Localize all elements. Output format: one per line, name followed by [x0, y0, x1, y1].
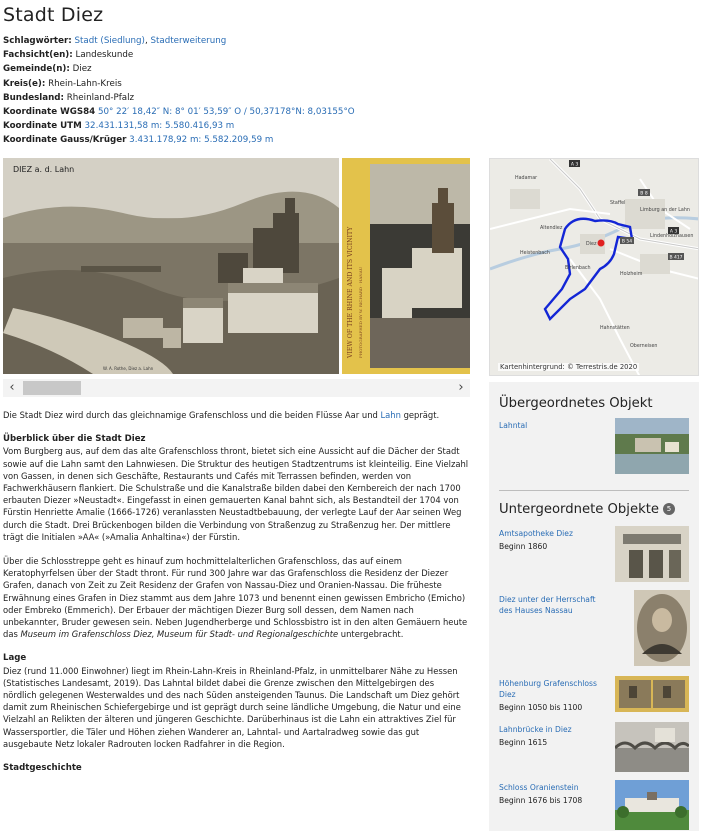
- image-gallery: [3, 158, 470, 374]
- map-place-label: Birlenbach: [565, 266, 591, 271]
- map-place-label: Diez: [586, 242, 597, 247]
- parent-object-link[interactable]: Lahntal: [499, 421, 528, 430]
- child-object-thumbnail[interactable]: [634, 590, 690, 666]
- stereoview-subtitle: PHOTOGRAPHED BY W. RICHARD · HANAU: [358, 266, 363, 358]
- meta-label: Koordinate Gauss/Krüger: [3, 135, 127, 146]
- section-heading-location: Lage: [3, 653, 27, 664]
- grafenschloss-stereo-photo: [615, 676, 689, 712]
- lahntal-photo: [615, 418, 689, 474]
- related-objects-sidebar: [489, 382, 699, 831]
- map-credit: Kartenhintergrund: © Terrestris.de 2020: [500, 363, 638, 371]
- coordinate-gauss-krueger-link[interactable]: 3.431.178,92 m: 5.582.209,59 m: [129, 135, 274, 146]
- postcard-illustration: [3, 158, 339, 374]
- map-place-label: Hadamar: [515, 176, 538, 181]
- child-object-date: Beginn 1860: [499, 542, 548, 551]
- keyword-link-stadt[interactable]: Stadt (Siedlung): [74, 36, 145, 46]
- coordinate-wgs84-link[interactable]: 50° 22′ 18,42″ N: 8° 01′ 53,59″ O / 50,37178°N: 8,03155°O: [97, 106, 355, 117]
- child-object-link[interactable]: Amtsapotheke Diez: [499, 529, 573, 538]
- meta-row-gauss-krueger: [3, 133, 473, 147]
- child-object-link[interactable]: Schloss Oranienstein: [499, 783, 579, 792]
- meta-row-fachsicht: [3, 48, 473, 62]
- intro-paragraph: Die Stadt Diez wird durch das gleichnamige Grafenschloss und die beiden Flüsse Aar und Lahn geprägt.: [3, 410, 440, 420]
- meta-row-keywords: Schlagwörter: Stadt (Siedlung), Stadterweiterung: [3, 36, 227, 46]
- meta-row-kreis: [3, 77, 473, 91]
- coordinate-utm-link[interactable]: 32.431.131,58 m: 5.580.416,93 m: [84, 121, 235, 132]
- child-object-date: Beginn 1676 bis 1708: [499, 796, 583, 805]
- scroll-right-arrow-icon[interactable]: ›: [458, 380, 464, 395]
- child-object-thumbnail[interactable]: [615, 780, 689, 830]
- meta-label: Koordinate UTM: [3, 121, 82, 132]
- map-road-label: B 417: [669, 255, 683, 261]
- overview-paragraph: Vom Burgberg aus, auf dem das alte Grafenschloss thront, bietet sich eine Aussicht auf die Dächer der Stadt sowie auf die Lahn samt den Lahnwiesen. Die Struktur des heutigen Stadtzentrums ist kleinteilig. Eine Vielzahl von Gassen, in denen sich Geschäfte, Restaurants und Cafés mit Terrassen befinden, werden von Fachwerkhäusern flankiert. Die Schulstraße und die Kanalstraße bilden dabei den Kernbereich der nach 1700 erbauten Diezer »Neustadt«. Eingefasst in einen gemauerten Kanal bahnt sich, als Bestandteil der 1704 von Fürstin Henriette Amalie (1666-1726) veranlassten Neustadtbebauung, der verlegte Lauf der Aar seinen Weg durch die Stadt. Drei Brückenbogen bilden die Verbindung von Straßenzug zu Straßenzug her. Der mittlere trägt die Initialen »AA« (»Amalia Anhaltina«) der Fürstin.: [3, 446, 469, 542]
- meta-label: Fachsicht(en):: [3, 50, 73, 61]
- child-objects-heading: Untergeordnete Objekte 5: [499, 502, 675, 517]
- gallery-photo-diez-postcard[interactable]: [3, 158, 339, 374]
- child-object-thumbnail[interactable]: [615, 676, 689, 712]
- keyword-link-stadterweiterung[interactable]: Stadterweiterung: [150, 36, 227, 46]
- section-heading-overview: Überblick über die Stadt Diez: [3, 434, 146, 445]
- child-object-thumbnail[interactable]: [615, 526, 689, 582]
- map-place-label: Hahnstätten: [600, 326, 630, 331]
- meta-label: Schlagwörter:: [3, 36, 72, 46]
- meta-value: Rhein-Lahn-Kreis: [48, 78, 122, 89]
- schloss-oranienstein-photo: [615, 780, 689, 830]
- meta-value: Diez: [72, 64, 92, 75]
- map-place-label: Heistenbach: [520, 251, 550, 256]
- section-heading-history: Stadtgeschichte: [3, 763, 82, 774]
- parent-object-heading: Übergeordnetes Objekt: [499, 396, 653, 411]
- parent-object-thumbnail[interactable]: [615, 418, 689, 474]
- child-object-date: Beginn 1050 bis 1100: [499, 703, 583, 712]
- meta-value: Landeskunde: [75, 50, 134, 61]
- child-object-link[interactable]: Lahnbrücke in Diez: [499, 725, 572, 734]
- meta-row-utm: [3, 119, 473, 133]
- meta-row-bundesland: [3, 91, 473, 105]
- scroll-thumb[interactable]: [23, 381, 81, 395]
- castle-paragraph: Über die Schlosstreppe geht es hinauf zum hochmittelalterlichen Grafenschloss, das auf einem Keratophyrfelsen über der Stadt thront. Für rund 300 Jahre war das Grafenschloss die Residenz der Diezer Grafen, danach von Zeit zu Zeit Residenz der Grafen von Nassau-Diez und Oranien-Nassau. Die früheste Erwähnung eines Grafen in Diez stammt aus dem Jahre 1073 und benennt einen gewissen Embricho (Emicho) oder Embreko (Emmerich). Der Erbauer der mächtigen Diezer Burg soll dessen, dem Namen nach unbekannter, Bruder gewesen sein. Neben Jugendherberge und Schlossbistro ist in den alten Gemäuern heute das Museum im Grafenschloss Diez, Museum für Stadt- und Regionalgeschichte untergebracht.: [3, 556, 468, 640]
- meta-label: Koordinate WGS84: [3, 106, 96, 117]
- map-place-label: Staffel: [610, 201, 626, 206]
- child-object-date: Beginn 1615: [499, 738, 548, 747]
- sidebar-divider: [499, 490, 689, 491]
- postcard-caption: DIEZ a. d. Lahn: [13, 165, 75, 174]
- child-object-link[interactable]: Höhenburg Grafenschloss Diez: [499, 679, 597, 699]
- stereoview-illustration: [342, 158, 470, 374]
- map-place-label: Lindenholzhausen: [650, 234, 694, 239]
- meta-value: Rheinland-Pfalz: [66, 92, 135, 103]
- amtsapotheke-photo: [615, 526, 689, 582]
- meta-label: Gemeinde(n):: [3, 64, 70, 75]
- stereoview-title: VIEW OF THE RHINE AND ITS VICINITY: [347, 226, 354, 358]
- lahnbruecke-photo: [615, 722, 689, 772]
- metadata-list: [3, 34, 473, 148]
- map-place-label: Oberneisen: [630, 344, 658, 349]
- meta-row-gemeinde: [3, 62, 473, 76]
- map-place-label: Holzheim: [620, 272, 643, 277]
- page-title: Stadt Diez: [3, 4, 104, 26]
- map-canvas: [490, 159, 699, 376]
- location-paragraph: Diez (rund 11.000 Einwohner) liegt im Rhein-Lahn-Kreis in Rheinland-Pfalz, in unmittelbarer Nähe zu Hessen (Statistisches Landesamt, 2019). Das Lahntal bildet dabei die Grenze zwischen den Mittelgebirgen des nördlich gelegenen Westerwaldes und des nach Süden ansteigenden Taunus. Die Landschaft um Diez gehört damit zum Rheinischen Schiefergebirge und ist geprägt durch seine ländliche Umgebung, die Natur und eine Vielzahl an Relikten der älteren und jüngeren Geschichte. Darüberhinaus ist die Lahn ein attraktives Ziel für Wassersportler, die Täler und Höhen ziehen Wanderer an, Lahntal- und Aartalradweg sowie das gut ausgebaute Netz lokaler Radrouten locken Radfahrer in die Region.: [3, 665, 461, 749]
- postcard-publisher: W. A. Rothe, Diez a. Lahn: [103, 366, 154, 371]
- article-body: [3, 409, 470, 774]
- scroll-left-arrow-icon[interactable]: ‹: [9, 380, 15, 395]
- gallery-scrollbar[interactable]: [3, 379, 470, 397]
- map-place-label: Limburg an der Lahn: [640, 208, 690, 213]
- meta-row-wgs84: [3, 105, 473, 119]
- map-road-label: B 8: [640, 191, 648, 197]
- map-road-label: A 3: [669, 229, 678, 235]
- child-objects-count-badge: 5: [663, 503, 675, 515]
- location-map[interactable]: [489, 158, 699, 376]
- child-object-link[interactable]: Diez unter der Herrschaft des Hauses Nassau: [499, 595, 596, 615]
- meta-label: Bundesland:: [3, 92, 64, 103]
- portrait-photo: [634, 590, 690, 666]
- lahn-link[interactable]: Lahn: [380, 410, 401, 420]
- child-object-thumbnail[interactable]: [615, 722, 689, 772]
- gallery-photo-stereoview[interactable]: [342, 158, 470, 374]
- map-place-label: Altendiez: [540, 226, 563, 231]
- meta-label: Kreis(e):: [3, 78, 46, 89]
- map-road-label: A 3: [570, 162, 579, 168]
- map-road-label: B 54: [621, 239, 633, 245]
